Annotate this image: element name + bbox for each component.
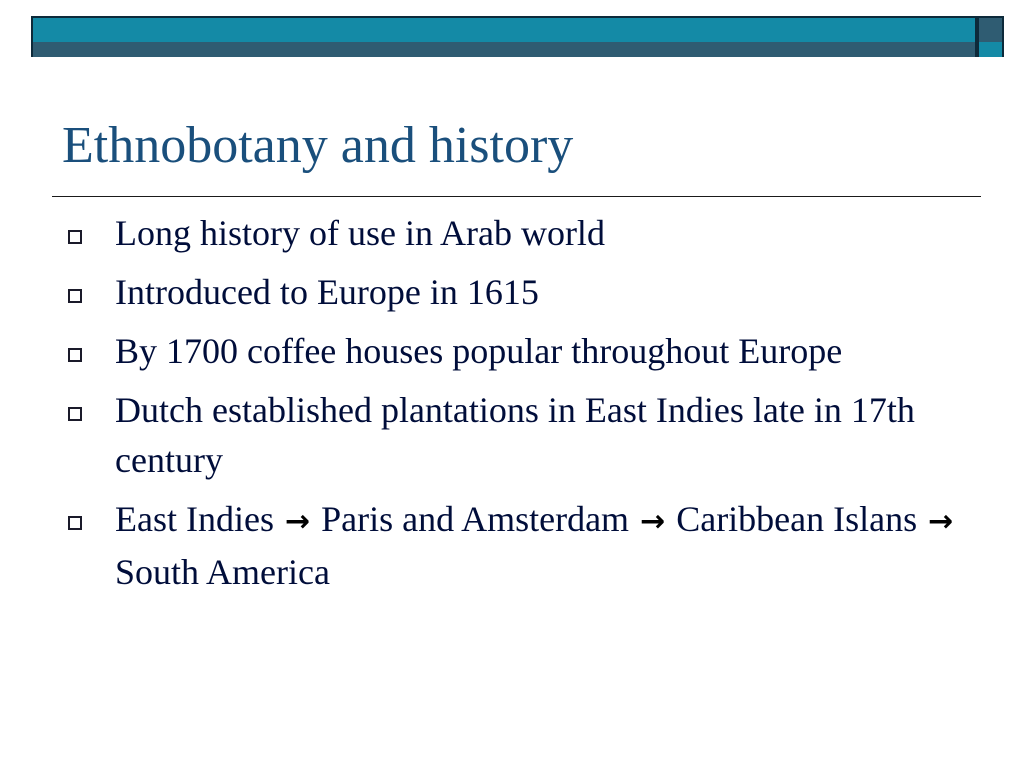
route-segment: East Indies xyxy=(115,499,274,539)
hollow-square-bullet-icon xyxy=(68,230,82,244)
bullet-text: By 1700 coffee houses popular throughout Europe xyxy=(115,331,843,371)
header-decorative-bar xyxy=(31,16,977,57)
route-segment: Paris and Amsterdam xyxy=(321,499,630,539)
hollow-square-bullet-icon xyxy=(68,407,82,421)
corner-dark-band xyxy=(979,18,1002,42)
title-divider xyxy=(52,196,981,197)
bullet-list xyxy=(60,208,960,606)
hollow-square-bullet-icon xyxy=(68,348,82,362)
bullet-text: Dutch established plantations in East Indies late in 17th century xyxy=(115,390,915,480)
slide-title: Ethnobotany and history xyxy=(62,117,574,174)
right-arrow-icon: → xyxy=(284,504,311,539)
route-segment: South America xyxy=(115,552,330,592)
bullet-text: Long history of use in Arab world xyxy=(115,213,605,253)
hollow-square-bullet-icon xyxy=(68,516,82,530)
header-bar-light-band xyxy=(33,18,975,42)
bullet-item xyxy=(60,267,960,317)
bullet-item xyxy=(60,208,960,258)
hollow-square-bullet-icon xyxy=(68,289,82,303)
bullet-item xyxy=(60,385,960,485)
corner-light-band xyxy=(979,42,1002,57)
right-arrow-icon: → xyxy=(640,504,666,539)
bullet-item-route xyxy=(60,494,960,597)
header-bar-dark-band xyxy=(33,42,975,57)
bullet-text xyxy=(115,494,960,597)
right-arrow-icon: → xyxy=(928,504,954,539)
route-segment: Caribbean Islans xyxy=(676,499,918,539)
bullet-item xyxy=(60,326,960,376)
bullet-text: Introduced to Europe in 1615 xyxy=(115,272,539,312)
header-corner-block xyxy=(977,16,1004,57)
